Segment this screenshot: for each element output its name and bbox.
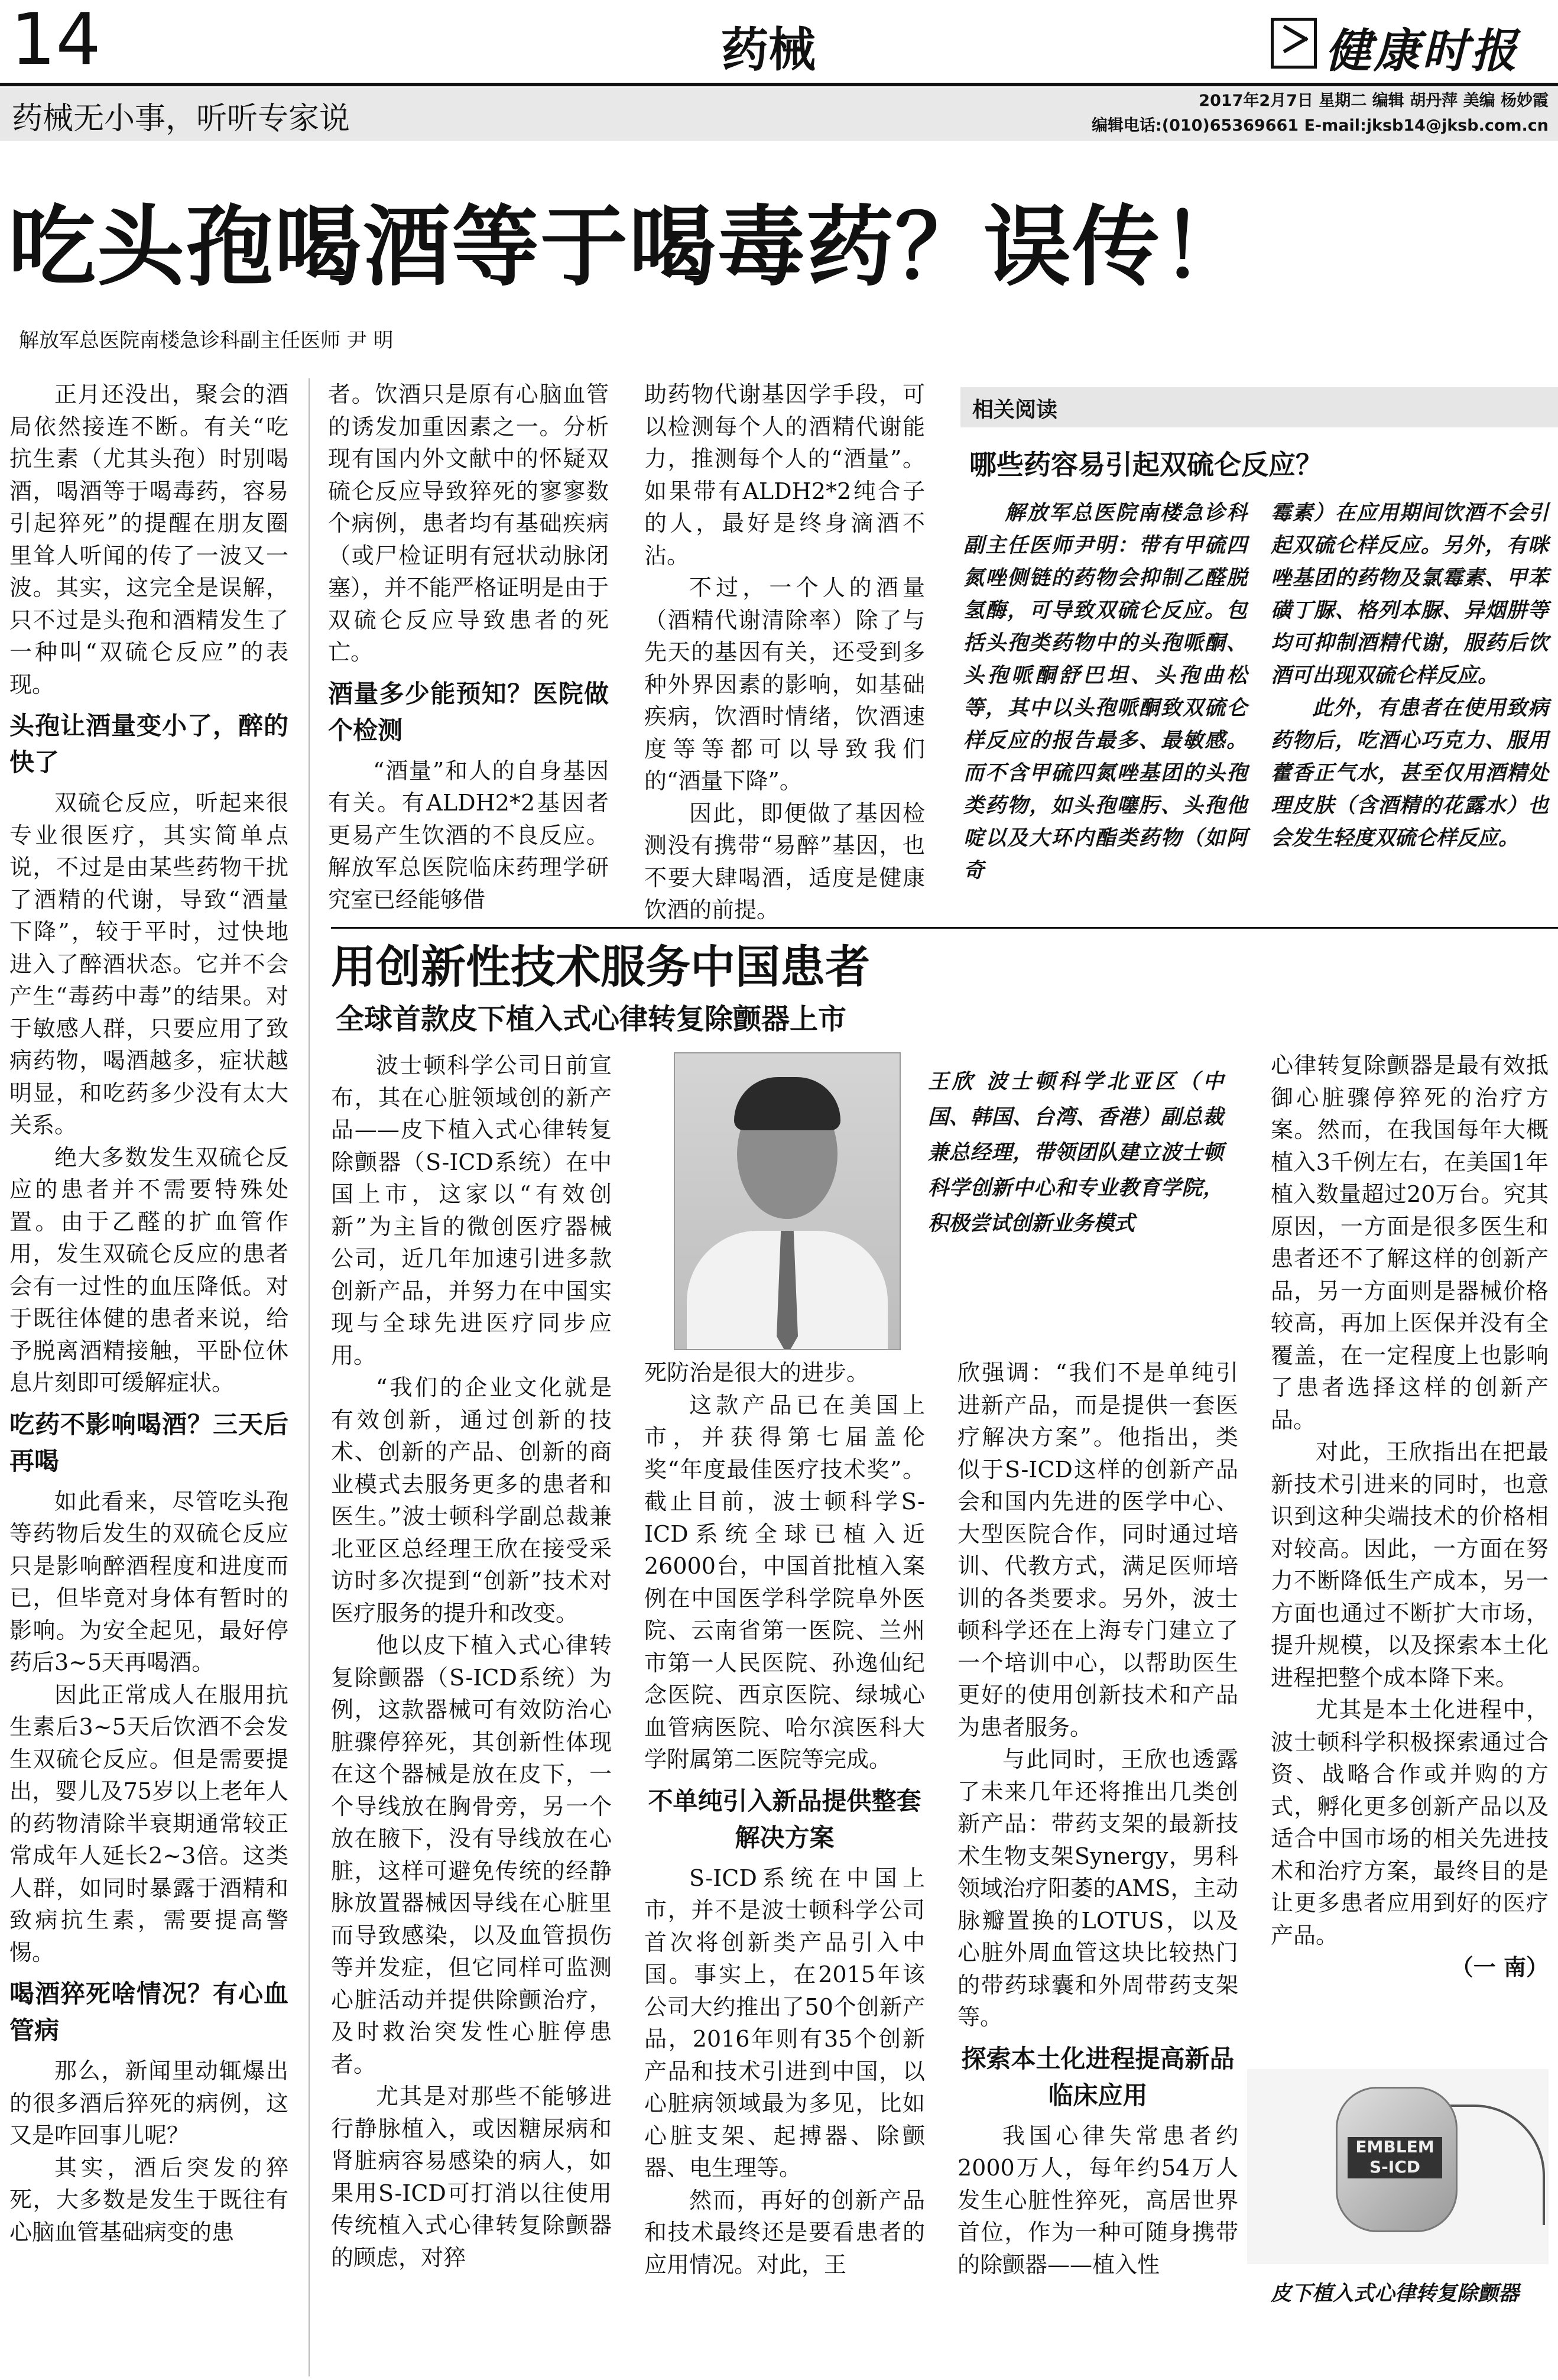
device-label: EMBLEM S-ICD bbox=[1348, 2137, 1442, 2178]
newspaper-logo bbox=[1271, 14, 1549, 78]
article2-column-1 bbox=[331, 1049, 612, 2274]
paragraph: 心律转复除颤器是最有效抵御心脏骤停猝死的治疗方案。然而，在我国每年大概植入3千例左右，在美国1年植入数量超过20万台。究其原因，一方面是很多医生和患者还不了解这样的创新产品，另一方面则是器械价格较高，再加上医保并没有全覆盖，在一定程度上也影响了患者选择这样的创新产品。 bbox=[1271, 1052, 1549, 1433]
sidebar-title: 哪些药容易引起双硫仑反应？ bbox=[969, 449, 1323, 481]
article2-column-3 bbox=[957, 1357, 1238, 2281]
paragraph: 因此，即便做了基因检测没有携带“易醉”基因，也不要大肆喝酒，适度是健康饮酒的前提。 bbox=[644, 800, 925, 923]
paragraph: 其实，酒后突发的猝死，大多数是发生于既往有心脑血管基础病变的患 bbox=[9, 2154, 288, 2245]
subheading: 吃药不影响喝酒？三天后再喝 bbox=[9, 1409, 288, 1476]
paragraph: S-ICD系统在中国上市，并不是波士顿科学公司首次将创新类产品引入中国。事实上，在2015年该公司大约推出了50个创新产品，2016年则有35个创新产品和技术引进到中国，以心脏病领域最为多见，比如心脏支架、起搏器、除颤器、电生理等。 bbox=[644, 1865, 925, 2181]
article1-column-2 bbox=[328, 378, 609, 916]
masthead-info bbox=[1064, 89, 1549, 138]
paragraph: 我国心律失常患者约2000万人，每年约54万人发生心脏性猝死，高居世界首位，作为一种可随身携带的除颤器——植入性 bbox=[957, 2122, 1238, 2278]
paragraph: 正月还没出，聚会的酒局依然接连不断。有关“吃抗生素（尤其头孢）时别喝酒，喝酒等于喝毒药，容易引起猝死”的提醒在朋友圈里耸人听闻的传了一波又一波。其实，这完全是误解，只不过是头孢和酒精发生了一种叫“双硫仑反应”的表现。 bbox=[9, 381, 288, 698]
article2-column-2 bbox=[644, 1357, 925, 2281]
paragraph: 波士顿科学公司日前宣布，其在心脏领域创的新产品——皮下植入式心律转复除颤器（S-ICD系统）在中国上市，这家以“有效创新”为主旨的微创医疗器械公司，近几年加速引进多款创新产品，并努力在中国实现与全球先进医疗同步应用。 bbox=[331, 1052, 612, 1369]
paragraph: 双硫仑反应，听起来很专业很医疗，其实简单点说，不过是由某些药物干扰了酒精的代谢，导致“酒量下降”，较于平时，过快地进入了醉酒状态。它并不会产生“毒药中毒”的结果。对于敏感人群，只要应用了致病药物，喝酒越多，症状越明显，和吃药多少没有太大关系。 bbox=[9, 790, 288, 1138]
portrait-hair bbox=[734, 1077, 840, 1130]
related-reading-text: 相关阅读 bbox=[972, 398, 1058, 422]
column-rule bbox=[309, 378, 310, 2376]
subheading: 不单纯引入新品提供整套解决方案 bbox=[648, 1786, 921, 1852]
article1-column-3 bbox=[644, 378, 925, 926]
top-rule bbox=[0, 83, 1558, 86]
article2-subheadline: 全球首款皮下植入式心律转复除颤器上市 bbox=[336, 1003, 847, 1036]
paragraph: “我们的企业文化就是有效创新，通过创新的技术、创新的产品、创新的商业模式去服务更多的患者和医生。”波士顿科学副总裁兼北亚区总经理王欣在接受采访时多次提到“创新”技术对医疗服务的提升和改变。 bbox=[331, 1374, 612, 1626]
paragraph: 霉素）在应用期间饮酒不会引起双硫仑样反应。另外，有咪唑基团的药物及氯霉素、甲苯磺丁脲、格列本脲、异烟肼等均可抑制酒精代谢，服药后饮酒可出现双硫仑样反应。 bbox=[1271, 501, 1549, 688]
paragraph: 他以皮下植入式心律转复除颤器（S-ICD系统）为例，这款器械可有效防治心脏骤停猝死，其创新性体现在这个器械是放在皮下，一个导线放在胸骨旁，另一个放在腋下，没有导线放在心脏，这样可避免传统的经静脉放置器械因导线在心脏里而导致感染，以及血管损伤等并发症，但它同样可监测心脏活动并提供除颤治疗，及时救治突发性心脏停患者。 bbox=[331, 1632, 612, 2077]
article-signature: （一 南） bbox=[1450, 1954, 1549, 1980]
paragraph: 死防治是很大的进步。 bbox=[644, 1360, 869, 1386]
paragraph: 如此看来，尽管吃头孢等药物后发生的双硫仑反应只是影响醉酒程度和进度而已，但毕竟对身体有暂时的影响。为安全起见，最好停药后3~5天再喝酒。 bbox=[9, 1488, 288, 1675]
subheading: 酒量多少能预知？医院做个检测 bbox=[328, 679, 609, 745]
paragraph: 这款产品已在美国上市，并获得第七届盖伦奖“年度最佳医疗技术奖”。截止目前，波士顿科学S-ICD系统全球已植入近26000台，中国首批植入案例在中国医学科学院阜外医院、云南省第一医院、兰州市第一人民医院、孙逸仙纪念医院、西京医院、绿城心血管病医院、哈尔滨医科大学附属第二医院等完成。 bbox=[644, 1392, 925, 1772]
device-caption: 皮下植入式心律转复除颤器 bbox=[1271, 2281, 1520, 2306]
paragraph: 解放军总医院南楼急诊科副主任医师尹明：带有甲硫四氮唑侧链的药物会抑制乙醛脱氢酶，可导致双硫仑反应。包括头孢类药物中的头孢哌酮、头孢哌酮舒巴坦、头孢曲松等，其中以头孢哌酮致双硫仑样反应的报告最多、最敏感。而不含甲硫四氮唑基团的头孢类药物，如头孢噻肟、头孢他啶以及大环内酯类药物（如阿奇 bbox=[963, 501, 1247, 883]
paragraph: 不过，一个人的酒量（酒精代谢清除率）除了与先天的基因有关，还受到多种外界因素的影响，如基础疾病，饮酒时情绪，饮酒速度等等都可以导致我们的“酒量下降”。 bbox=[644, 575, 925, 794]
article-headline: 吃头孢喝酒等于喝毒药？误传！ bbox=[8, 195, 1249, 298]
paragraph: “酒量”和人的自身基因有关。有ALDH2*2基因者更易产生饮酒的不良反应。解放军总医院临床药理学研究室已经能够借 bbox=[328, 757, 609, 913]
paragraph: 尤其是对那些不能够进行静脉植入，或因糖尿病和肾脏病容易感染的病人，如果用S-ICD可打消以往使用传统植入式心律转复除颤器的顾虑，对猝 bbox=[331, 2083, 612, 2271]
sidebar-column-2 bbox=[1271, 497, 1549, 854]
portrait-caption: 王欣 波士顿科学北亚区（中国、韩国、台湾、香港）副总裁兼总经理，带领团队建立波士顿科学创新中心和专业教育学院，积极尝试创新业务模式 bbox=[928, 1069, 1223, 1236]
paragraph: 因此正常成人在服用抗生素后3~5天后饮酒不会发生双硫仑反应。但是需要提出，婴儿及75岁以上老年人的药物清除半衰期通常较正常成年人延长2~3倍。这类人群，如同时暴露于酒精和致病抗生素，需要提高警惕。 bbox=[9, 1681, 288, 1966]
paragraph: 与此同时，王欣也透露了未来几年还将推出几类创新产品：带药支架的最新技术生物支架Synergy，男科领域治疗阳萎的AMS，主动脉瓣置换的LOTUS，以及心脏外周血管这块比较热门的带药球囊和外周带药支架等。 bbox=[957, 1746, 1238, 2030]
article1-column-1 bbox=[9, 378, 288, 2248]
column-name: 药械无小事，听听专家说 bbox=[12, 101, 350, 137]
article2-headline: 用创新性技术服务中国患者 bbox=[331, 941, 870, 993]
logo-mark-icon bbox=[1271, 18, 1317, 69]
paragraph: 那么，新闻里动辄爆出的很多酒后猝死的病例，这又是咋回事儿呢？ bbox=[9, 2058, 288, 2148]
paragraph: 绝大多数发生双硫仑反应的患者并不需要特殊处置。由于乙醛的扩血管作用，发生双硫仑反应的患者会有一过性的血压降低。对于既往体健的患者来说，给予脱离酒精接触，平卧位休息片刻即可缓解症状。 bbox=[9, 1144, 288, 1396]
article2-column-4 bbox=[1271, 1049, 1549, 1984]
device-lead-wire bbox=[1442, 2105, 1545, 2225]
logo-text: 健康时报 bbox=[1325, 24, 1520, 78]
paragraph: 助药物代谢基因学手段，可以检测每个人的酒精代谢能力，推测每个人的“酒量”。如果带有ALDH2*2纯合子的人，最好是终身滴酒不沾。 bbox=[644, 381, 925, 569]
article-divider bbox=[331, 927, 1558, 929]
portrait-photo bbox=[674, 1052, 901, 1350]
device-photo bbox=[1247, 2069, 1549, 2264]
paragraph: 欣强调：“我们不是单纯引进新产品，而是提供一套医疗解决方案”。他指出，类似于S-ICD这样的创新产品会和国内先进的医学中心、大型医院合作，同时通过培训、代教方式，满足医师培训的各类要求。另外，波士顿科学还在上海专门建立了一个培训中心，以帮助医生更好的使用创新技术和产品为患者服务。 bbox=[957, 1360, 1238, 1740]
related-reading-label bbox=[960, 387, 1558, 427]
subheading: 喝酒猝死啥情况？有心血管病 bbox=[9, 1979, 288, 2045]
paragraph: 者。饮酒只是原有心脑血管的诱发加重因素之一。分析现有国内外文献中的怀疑双硫仑反应导致猝死的寥寥数个病例，患者均有基础疾病（或尸检证明有冠状动脉闭塞），并不能严格证明是由于双硫仑反应导致患者的死亡。 bbox=[328, 381, 609, 665]
date-line: 2017年2月7日 星期二 编辑 胡丹萍 美编 杨妙霞 bbox=[1199, 92, 1549, 110]
paragraph: 此外，有患者在使用致病药物后，吃酒心巧克力、服用藿香正气水，甚至仅用酒精处理皮肤（含酒精的花露水）也会发生轻度双硫仑样反应。 bbox=[1271, 696, 1549, 850]
subheading: 头孢让酒量变小了，醉的快了 bbox=[9, 711, 288, 777]
section-title: 药械 bbox=[721, 22, 816, 77]
contact-line: 编辑电话:(010)65369661 E-mail:jksb14@jksb.com.cn bbox=[1091, 116, 1549, 135]
paragraph: 尤其是本土化进程中，波士顿科学积极探索通过合资、战略合作或并购的方式，孵化更多创新产品以及适合中国市场的相关先进技术和治疗方案，最终目的是让更多患者应用到好的医疗产品。 bbox=[1271, 1697, 1549, 1948]
paragraph: 然而，再好的创新产品和技术最终还是要看患者的应用情况。对此，王 bbox=[644, 2187, 925, 2278]
page-number: 14 bbox=[11, 0, 101, 81]
article-byline: 解放军总医院南楼急诊科副主任医师 尹 明 bbox=[19, 329, 394, 352]
sidebar-column-1 bbox=[963, 497, 1247, 887]
paragraph: 对此，王欣指出在把最新技术引进来的同时，也意识到这种尖端技术的价格相对较高。因此，一方面在努力不断降低生产成本，另一方面也通过不断扩大市场，提升规模，以及探索本土化进程把整个成本降下来。 bbox=[1271, 1439, 1549, 1691]
subheading: 探索本土化进程提高新品临床应用 bbox=[961, 2044, 1235, 2110]
